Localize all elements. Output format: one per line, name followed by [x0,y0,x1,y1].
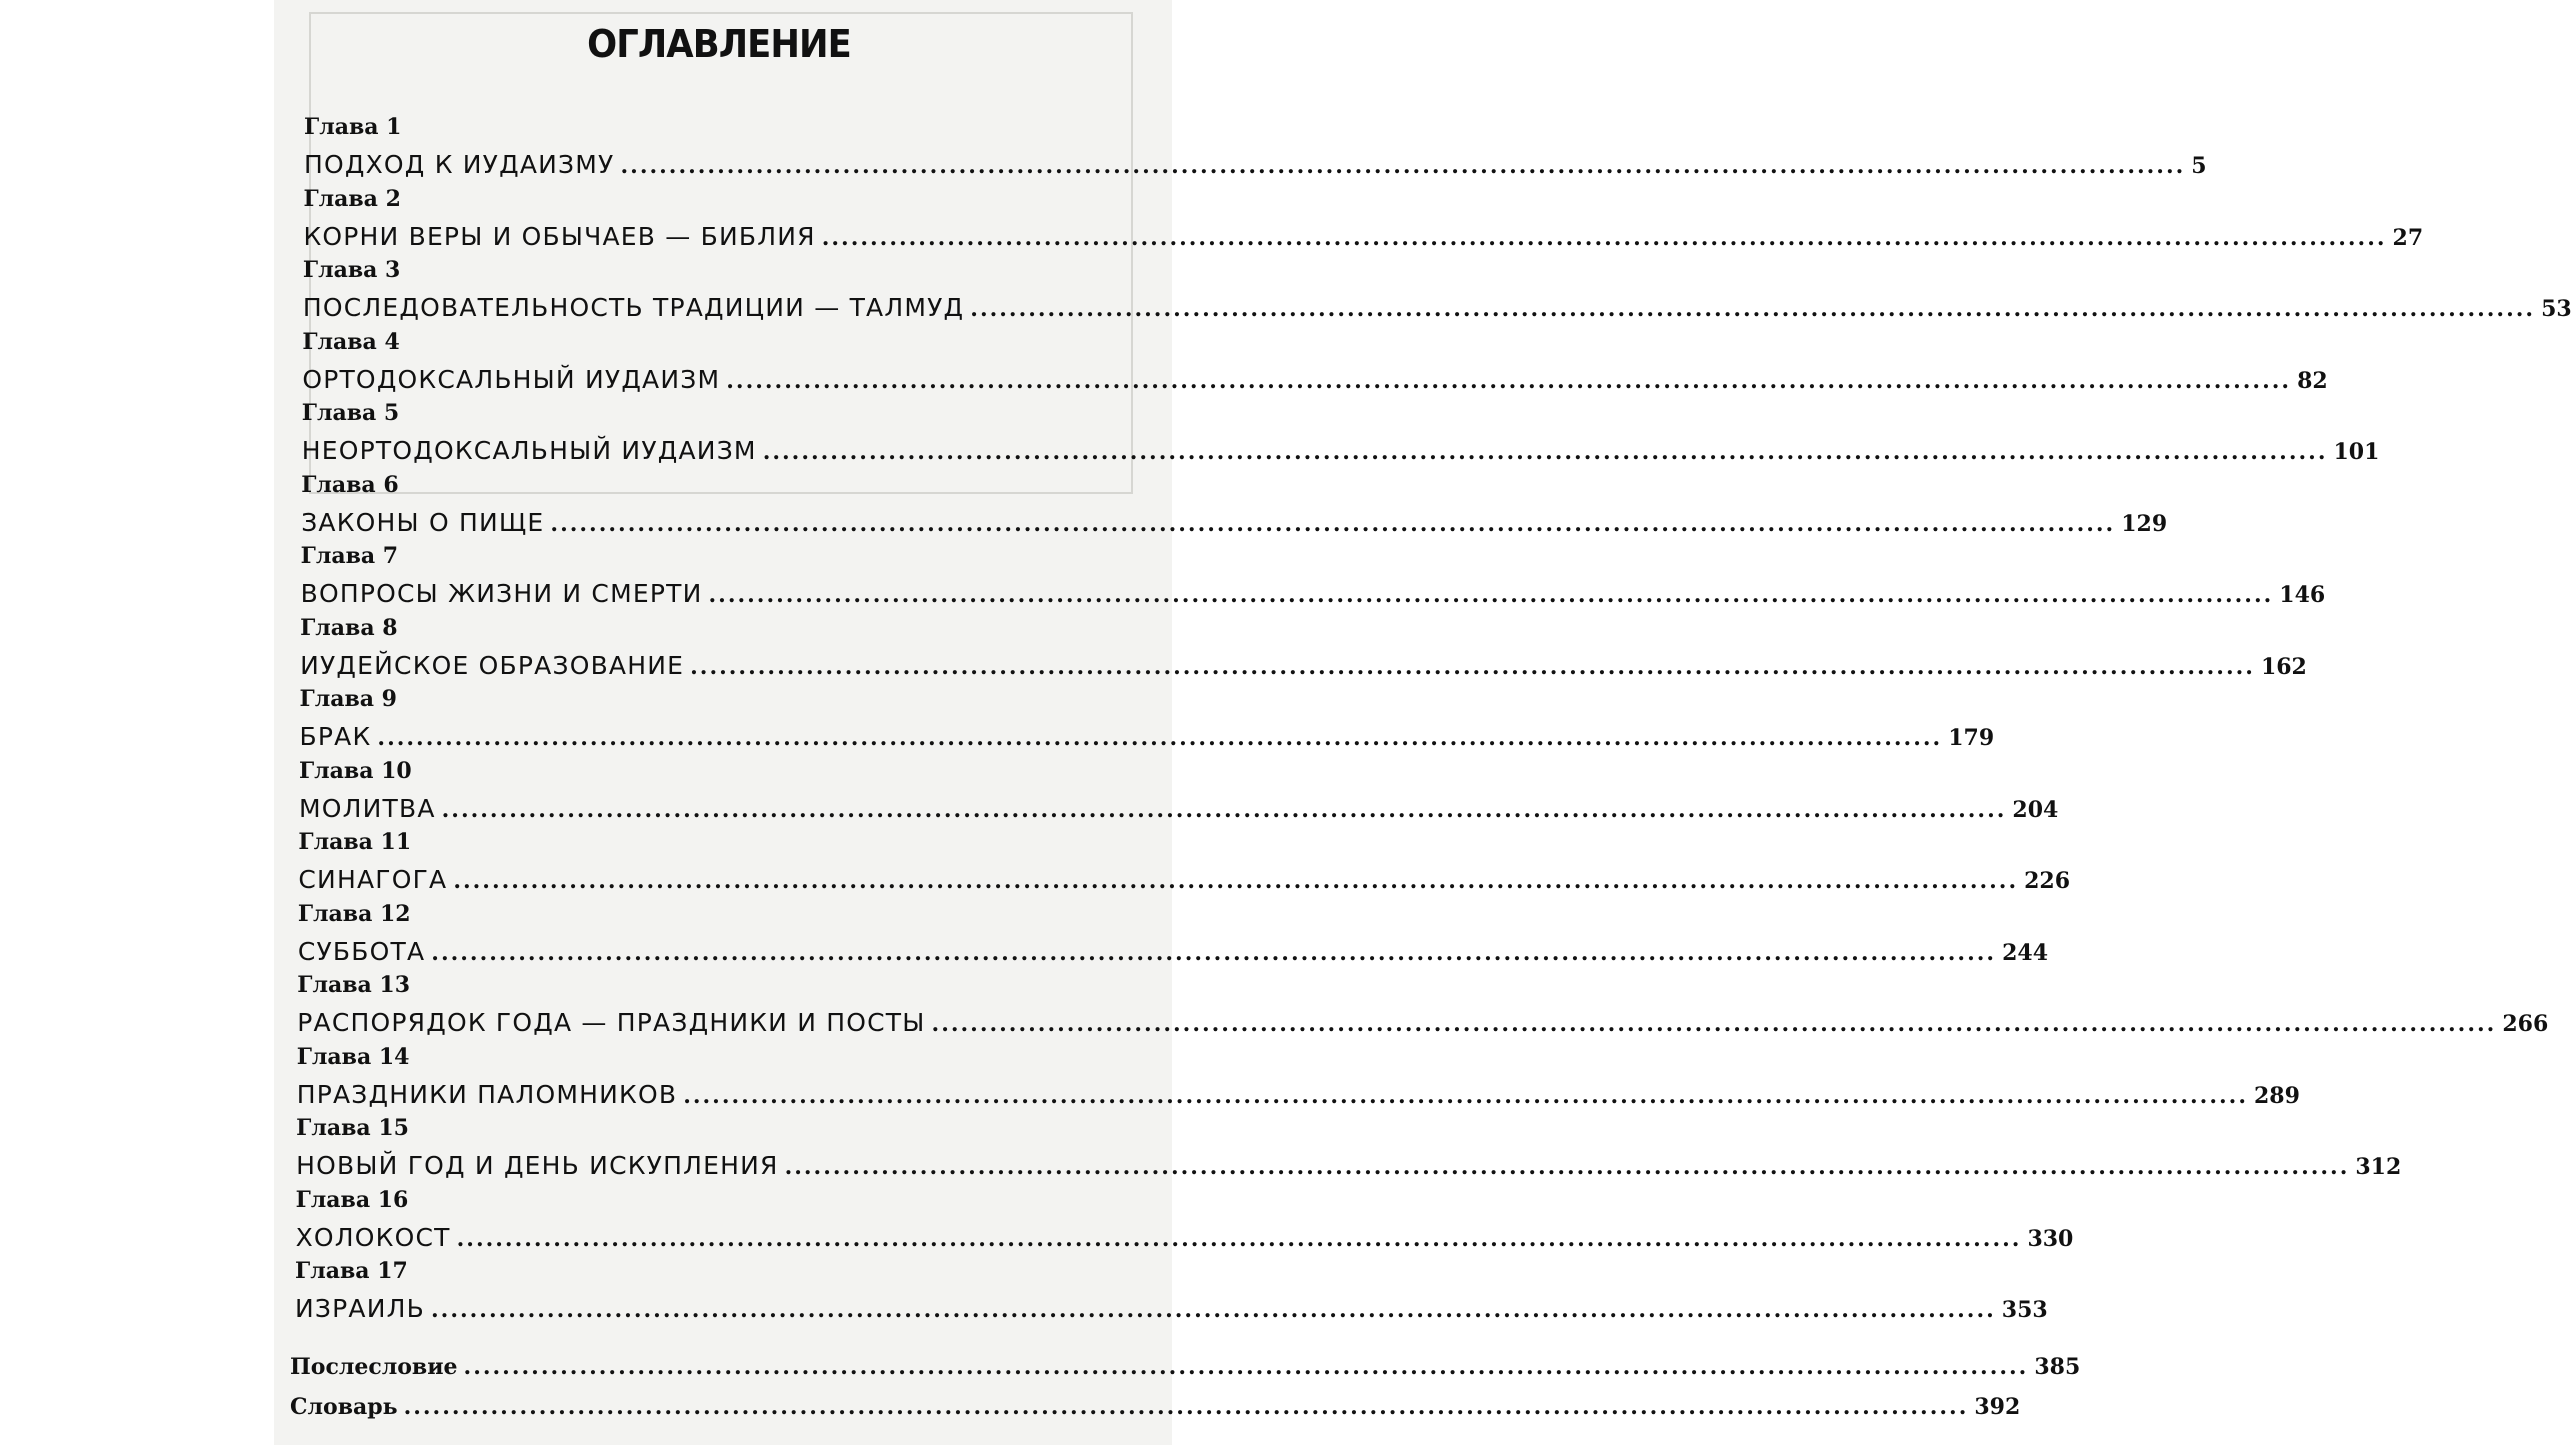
toc-entry [296,1043,2300,1112]
chapter-row [297,1006,2549,1040]
toc-entry [302,257,2572,325]
toc-entry [295,1258,2048,1326]
dot-leader: .................................................................................................................................................................. [784,1154,2350,1180]
dot-leader: .................................................................................................................................................................. [453,868,2019,894]
chapter-number: Глава 11 [298,829,412,855]
dot-leader: .................................................................................................................................................................. [970,296,2536,322]
page-number: 53 [2541,296,2572,322]
page-number: 82 [2297,367,2328,394]
chapter-number: Глава 3 [302,257,401,283]
chapter-number: Глава 13 [297,972,411,998]
chapter-number: Глава 17 [295,1258,408,1284]
chapter-title: НОВЫЙ ГОД И ДЕНЬ ИСКУПЛЕНИЯ [296,1151,779,1180]
toc-entry [301,400,2380,468]
chapter-row [298,792,2059,826]
toc-entry [303,185,2424,254]
page-number: 146 [2279,582,2326,608]
page-number: 204 [2012,796,2059,823]
chapter-number: Глава 12 [297,900,411,927]
chapter-row [302,363,2328,397]
chapter-row [301,434,2380,468]
dot-leader: .................................................................................................................................................................. [726,367,2292,394]
back-matter-title: Послесловие [290,1354,458,1380]
chapter-row [298,863,2071,897]
page-number: 5 [2191,153,2207,179]
dot-leader: .................................................................................................................................................................. [431,939,1997,966]
page-number: 289 [2253,1082,2300,1109]
chapter-number: Глава 9 [299,686,397,712]
chapter-row [295,1292,2048,1326]
toc-entry [304,114,2207,182]
page-number: 385 [2034,1354,2081,1380]
table-of-contents [274,0,2572,1445]
chapter-title: НЕОРТОДОКСАЛЬНЫЙ ИУДАИЗМ [301,436,757,465]
chapter-title: ОРТОДОКСАЛЬНЫЙ ИУДАИЗМ [302,364,721,394]
chapter-title: МОЛИТВА [298,793,436,823]
chapter-number: Глава 7 [300,543,399,569]
chapter-row [302,291,2572,325]
dot-leader: .................................................................................................................................................................. [683,1082,2248,1109]
page-number: 312 [2355,1154,2402,1180]
toc-entry [301,471,2168,540]
dot-leader: .................................................................................................................................................................. [931,1011,2497,1037]
chapter-row [299,720,1995,754]
chapter-title: РАСПОРЯДОК ГОДА — ПРАЗДНИКИ И ПОСТЫ [297,1008,926,1037]
page-number: 101 [2333,439,2380,465]
page-number: 226 [2024,868,2071,894]
chapter-row [303,220,2424,254]
chapter-title: ВОПРОСЫ ЖИЗНИ И СМЕРТИ [300,579,703,608]
dot-leader: .................................................................................................................................................................. [550,510,2116,537]
dot-leader: .................................................................................................................................................................. [620,153,2186,179]
dot-leader: .................................................................................................................................................................. [431,1297,1996,1323]
toc-entry [300,614,2307,683]
chapter-number: Глава 16 [295,1186,409,1213]
chapter-number: Глава 15 [296,1115,409,1141]
chapter-row [297,935,2049,969]
chapter-row [300,577,2326,611]
chapter-title: СУББОТА [297,936,426,966]
page-number: 244 [2002,939,2049,966]
chapter-title: ИЗРАИЛЬ [295,1294,425,1323]
toc-entry [298,757,2059,826]
chapter-number: Глава 1 [304,114,402,140]
chapter-row [296,1078,2300,1112]
back-matter-title: Словарь [290,1394,398,1420]
page-number: 179 [1948,725,1995,751]
chapter-number: Глава 14 [296,1043,410,1070]
chapter-title: КОРНИ ВЕРЫ И ОБЫЧАЕВ — БИБЛИЯ [303,221,816,251]
chapter-number: Глава 10 [298,757,412,784]
toc-entry [295,1186,2074,1255]
toc-entry [298,829,2071,897]
dot-leader: .................................................................................................................................................................. [708,582,2274,608]
toc-entry [302,328,2328,397]
chapter-row [295,1221,2074,1255]
chapter-title: ПОСЛЕДОВАТЕЛЬНОСТЬ ТРАДИЦИИ — ТАЛМУД [302,293,965,322]
toc-entry [299,686,1995,754]
book-page [274,0,2572,1445]
page-number: 129 [2121,510,2168,537]
back-matter-row [290,1392,2021,1422]
page-number: 162 [2260,653,2307,680]
chapter-title: ЗАКОНЫ О ПИЩЕ [301,507,545,537]
chapter-number: Глава 2 [303,185,401,212]
chapter-number: Глава 6 [301,471,399,498]
page-number: 330 [2027,1225,2074,1252]
chapter-number: Глава 4 [302,328,400,355]
dot-leader: .................................................................................................................................................................. [441,796,2007,823]
chapter-row [296,1149,2402,1183]
dot-leader: .................................................................................................................................................................. [463,1354,2029,1380]
toc-entry [300,543,2326,611]
dot-leader: .................................................................................................................................................................. [821,224,2387,251]
chapter-title: ХОЛОКОСТ [295,1222,451,1252]
toc-entry [297,900,2049,969]
dot-leader: .................................................................................................................................................................. [690,653,2255,680]
chapter-title: ПРАЗДНИКИ ПАЛОМНИКОВ [296,1079,678,1109]
chapter-title: ИУДЕЙСКОЕ ОБРАЗОВАНИЕ [300,650,685,680]
page-number: 392 [1974,1394,2021,1420]
chapter-number: Глава 5 [301,400,400,426]
chapter-row [304,148,2207,182]
dot-leader: .................................................................................................................................................................. [762,439,2328,465]
page-number: 266 [2502,1011,2549,1037]
page-number: 353 [2001,1297,2048,1323]
toc-entry [296,1115,2402,1183]
page-title: ОГЛАВЛЕНИЕ [587,22,851,66]
chapter-title: ПОДХОД К ИУДАИЗМУ [304,150,615,179]
chapter-title: БРАК [299,722,372,751]
toc-entry [297,972,2549,1040]
chapter-row [300,649,2307,683]
chapter-row [301,506,2168,540]
chapter-number: Глава 8 [300,614,398,641]
page-number: 27 [2392,224,2424,251]
dot-leader: .................................................................................................................................................................. [456,1225,2022,1252]
dot-leader: .................................................................................................................................................................. [403,1394,1969,1420]
back-matter-row [290,1352,2081,1382]
dot-leader: .................................................................................................................................................................. [377,725,1943,751]
chapter-title: СИНАГОГА [298,865,448,894]
